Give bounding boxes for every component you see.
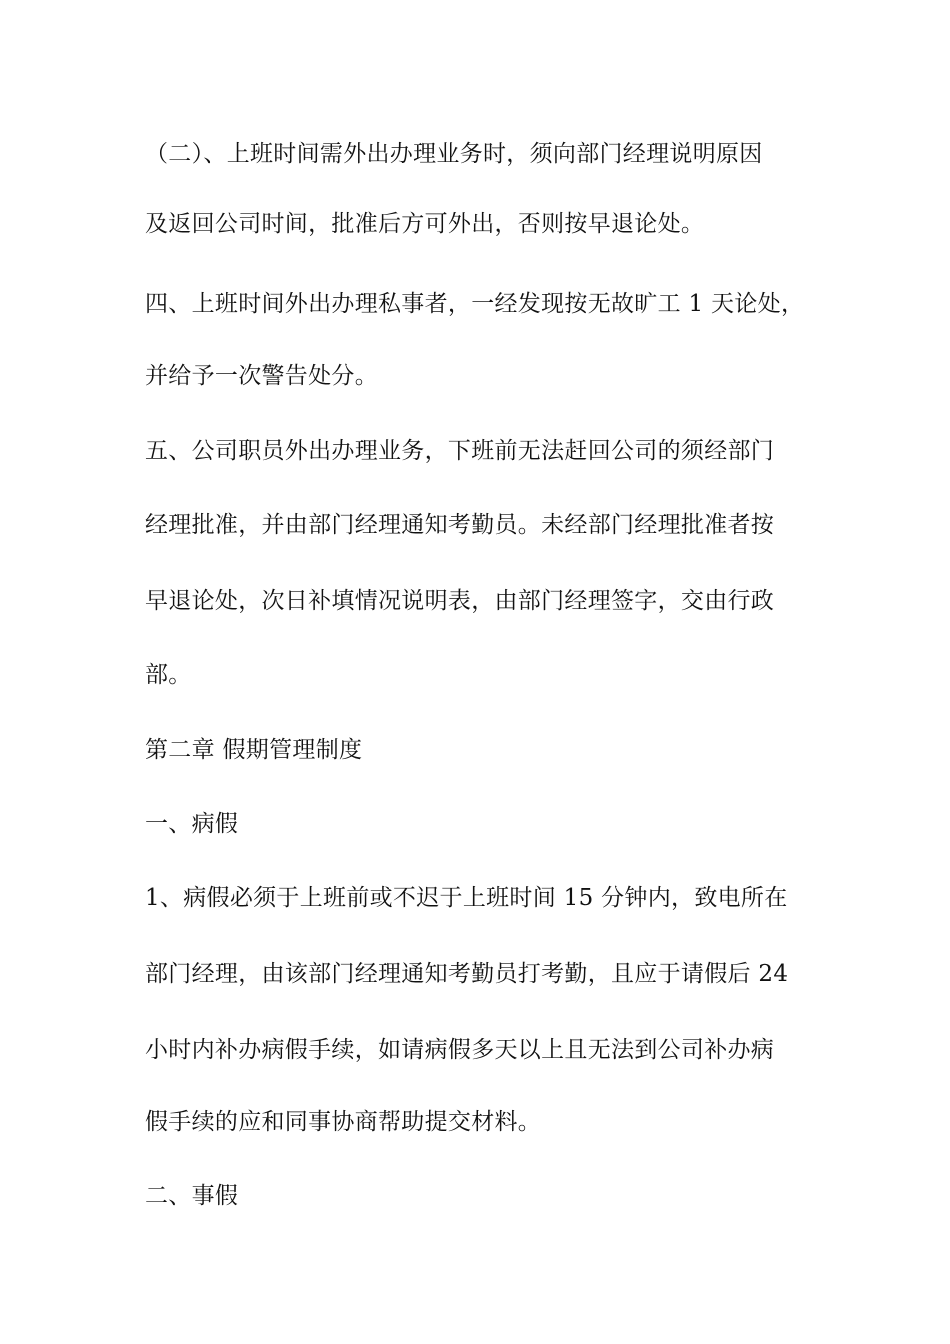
paragraph-line: 假手续的应和同事协商帮助提交材料。 [145,1109,542,1135]
paragraph-line: 部。 [145,662,192,688]
paragraph-line: 及返回公司时间，批准后方可外出，否则按早退论处。 [145,211,705,237]
paragraph-line: 早退论处，次日补填情况说明表，由部门经理签字，交由行政 [145,588,775,614]
paragraph-line: 1、病假必须于上班前或不迟于上班时间 15 分钟内，致电所在 [145,885,788,911]
paragraph-line: 小时内补办病假手续，如请病假多天以上且无法到公司补办病 [145,1037,775,1063]
section-heading: 二、事假 [145,1183,239,1209]
paragraph-line: 部门经理，由该部门经理通知考勤员打考勤，且应于请假后 24 [145,961,789,987]
chapter-heading: 第二章 假期管理制度 [145,737,363,763]
section-heading: 一、病假 [145,811,239,837]
paragraph-line: 五、公司职员外出办理业务，下班前无法赶回公司的须经部门 [145,438,775,464]
paragraph-line: （二）、上班时间需外出办理业务时，须向部门经理说明原因 [145,141,763,167]
paragraph-line: 四、上班时间外出办理私事者，一经发现按无故旷工 1 天论处， [145,291,805,317]
paragraph-line: 经理批准，并由部门经理通知考勤员。未经部门经理批准者按 [145,512,775,538]
paragraph-line: 并给予一次警告处分。 [145,363,378,389]
